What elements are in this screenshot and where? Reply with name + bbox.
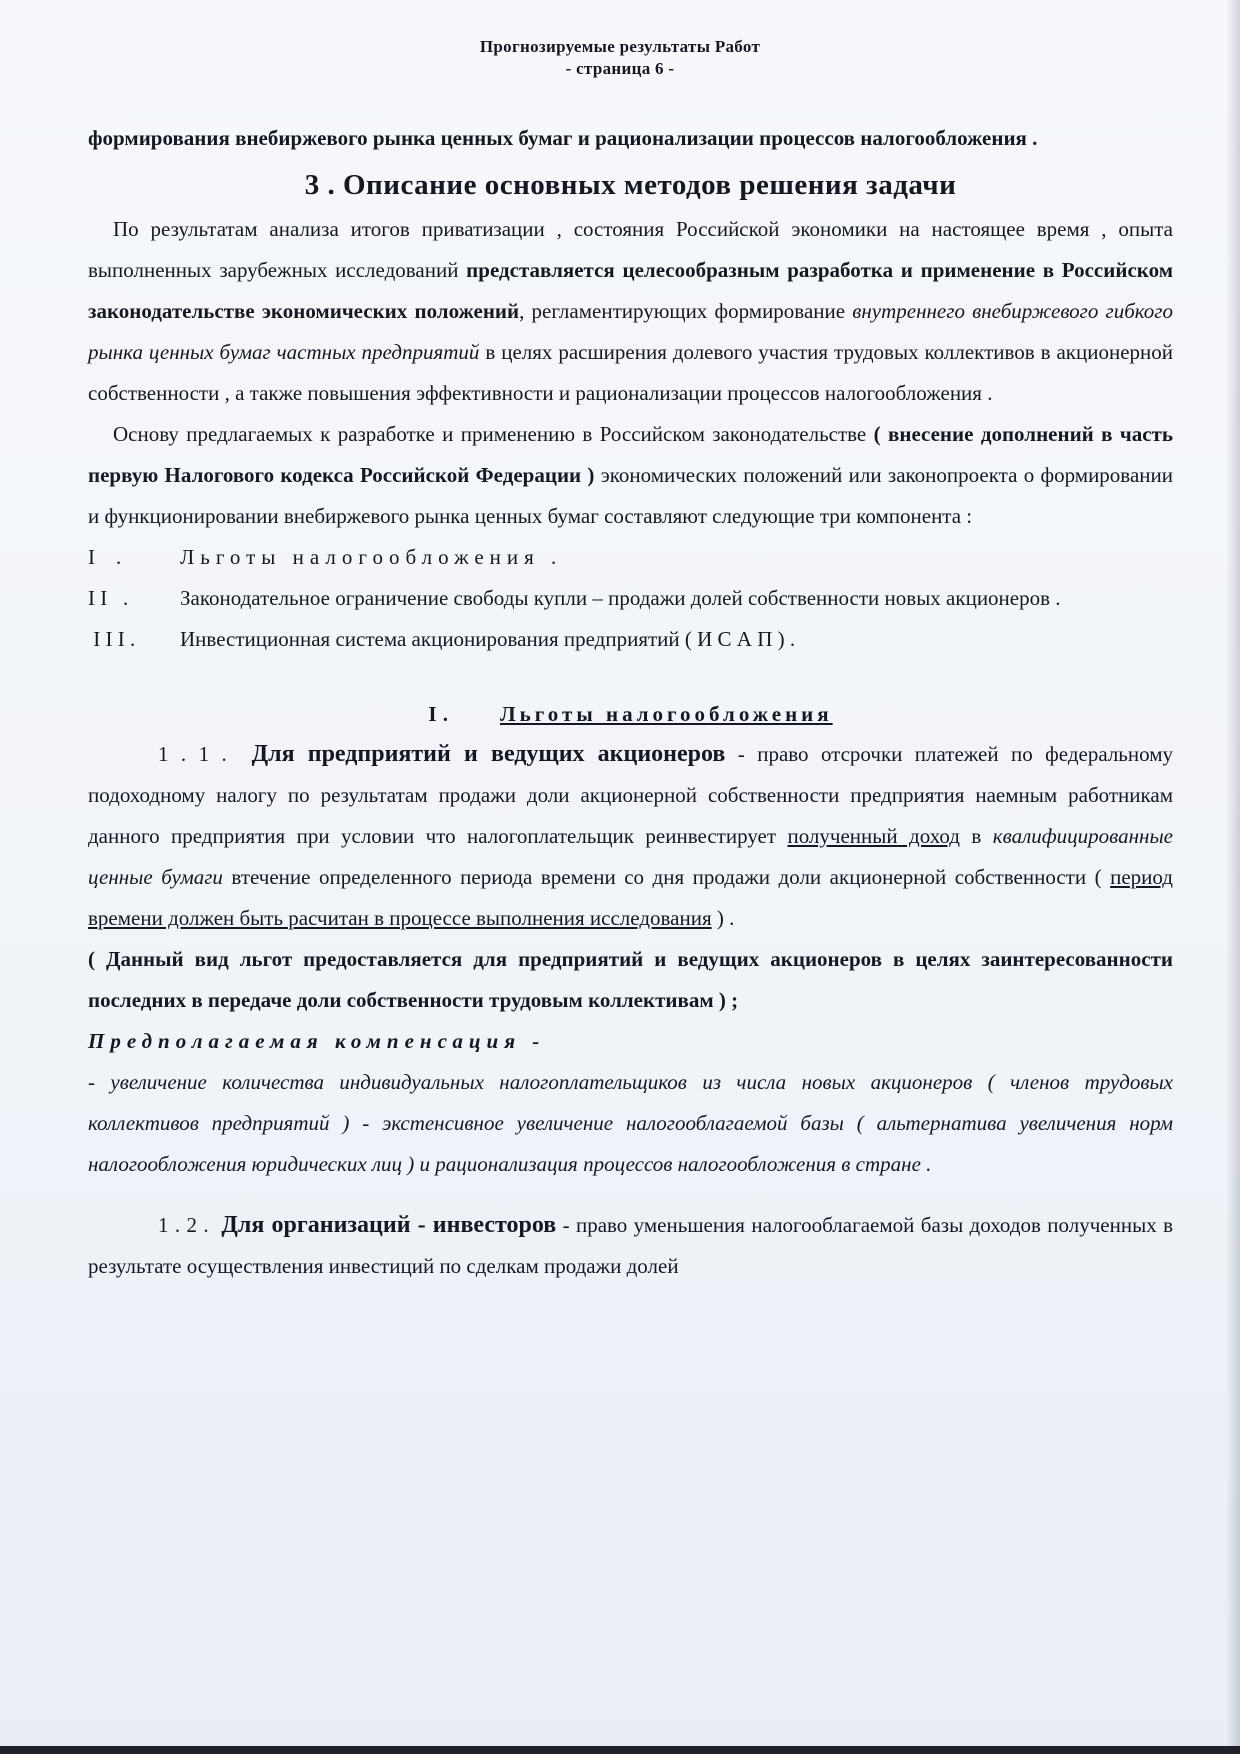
list-item [88, 619, 1173, 660]
item-1-2-text: - право уменьшения налогооблагаемой базы доходов полученных в результате осуществления инвестиций по сделкам продажи долей [88, 1213, 1174, 1278]
p2-bold-phrase: ( внесение дополнений в часть первую Налогового кодекса Российской Федерации ) [88, 422, 1173, 487]
item-1-2-heading: Для организаций - инвесторов [221, 1212, 557, 1238]
p1-bold-phrase: представляется целесообразным разработка и применение в Российском законодательстве экономических положений [88, 258, 1173, 323]
item-1-1-note: ( Данный вид льгот предоставляется для предприятий и ведущих акционеров в целях заинтересованности последних в передаче доли собственности трудовым коллективам ) ; [88, 947, 1173, 1012]
list-number: I . [88, 545, 122, 569]
spacer [88, 1185, 1173, 1205]
scan-edge-shadow [1226, 0, 1240, 1754]
compensation-text: - увеличение количества индивидуальных налогоплательщиков из числа новых акционеров ( членов трудовых коллективов предприятий ) - экстенсивное увеличение налогооблагаемой базы ( альтернатива увеличения норм налогообложения юридических лиц ) и рационализация процессов налогообложения в стране . [88, 1070, 1173, 1176]
intro-continuation: формирования внебиржевого рынка ценных бумаг и рационализации процессов налогообложения . [88, 126, 1038, 150]
p1-text-e: в целях расширения долевого участия трудовых коллективов в акционерной собственности , а также повышения эффективности и рационализации процессов налогообложения . [88, 340, 1174, 405]
header-page-number: - страница 6 - [565, 59, 675, 78]
item-1-1-text: втечение определенного периода времени со дня продажи доли акционерной собственности ( [222, 865, 1111, 889]
list-text: Инвестиционная система акционирования предприятий ( И С А П ) . [180, 627, 796, 651]
item-1-1-number: 1 . 1 . [158, 742, 227, 766]
scan-bottom-border [0, 1746, 1240, 1754]
item-1-2-paragraph [88, 1205, 1173, 1287]
list-number: I I I . [88, 627, 136, 651]
item-1-1-heading: Для предприятий и ведущих акционеров [251, 741, 726, 767]
section-3-paragraph-2 [88, 414, 1173, 537]
subsection-1-number: I . [428, 702, 449, 726]
document-body [88, 118, 1173, 1287]
subsection-1-heading: Льготы налогообложения [500, 702, 833, 726]
item-1-1-underlined-period: период времени должен быть расчитан в процессе выполнения исследования [88, 865, 1173, 930]
list-text: Законодательное ограничение свободы купли – продажи долей собственности новых акционеров . [180, 586, 1061, 610]
p2-text-a: Основу предлагаемых к разработке и применению в Российском законодательстве [113, 422, 874, 446]
components-list [88, 537, 1173, 660]
item-1-1-text: - право отсрочки платежей по федеральному подоходному налогу по результатам продажи доли акционерной собственности предприятия наемным работникам данного предприятия при условии что налогоплательщик реинвестирует [88, 742, 1174, 848]
section-3-paragraph-1 [88, 209, 1173, 414]
section-3-title: 3 . Описание основных методов решения задачи [304, 169, 957, 201]
p1-text-c: , регламентирующих формирование [519, 299, 853, 323]
list-item [88, 578, 1173, 619]
page-header [0, 36, 1240, 80]
item-1-1-text: ) . [711, 906, 735, 930]
item-1-1-underlined-income: полученный доход [787, 824, 960, 848]
subsection-1-title [88, 694, 1173, 734]
list-text: Льготы налогообложения . [180, 545, 563, 569]
list-number: I I . [88, 586, 129, 610]
item-1-1-text: в [960, 824, 993, 848]
p1-italic-phrase: внутреннего внебиржевого гибкого рынка ценных бумаг частных предприятий [88, 299, 1174, 364]
list-item [88, 537, 1173, 578]
item-1-2-number: 1 . 2 . [158, 1213, 209, 1237]
header-title: Прогнозируемые результаты Работ [479, 37, 761, 56]
p1-text-a: По результатам анализа итогов приватизации , состояния Российской экономики на настоящее время , опыта выполненных зарубежных исследований [88, 217, 1173, 282]
item-1-1-italic-securities: квалифицированные ценные бумаги [88, 824, 1173, 889]
p2-text-c: экономических положений или законопроекта о формировании и функционировании внебиржевого рынка ценных бумаг составляют следующие три компонента : [88, 463, 1173, 528]
compensation-heading: Предполагаемая компенсация - [88, 1029, 546, 1053]
item-1-1-paragraph [88, 734, 1173, 939]
